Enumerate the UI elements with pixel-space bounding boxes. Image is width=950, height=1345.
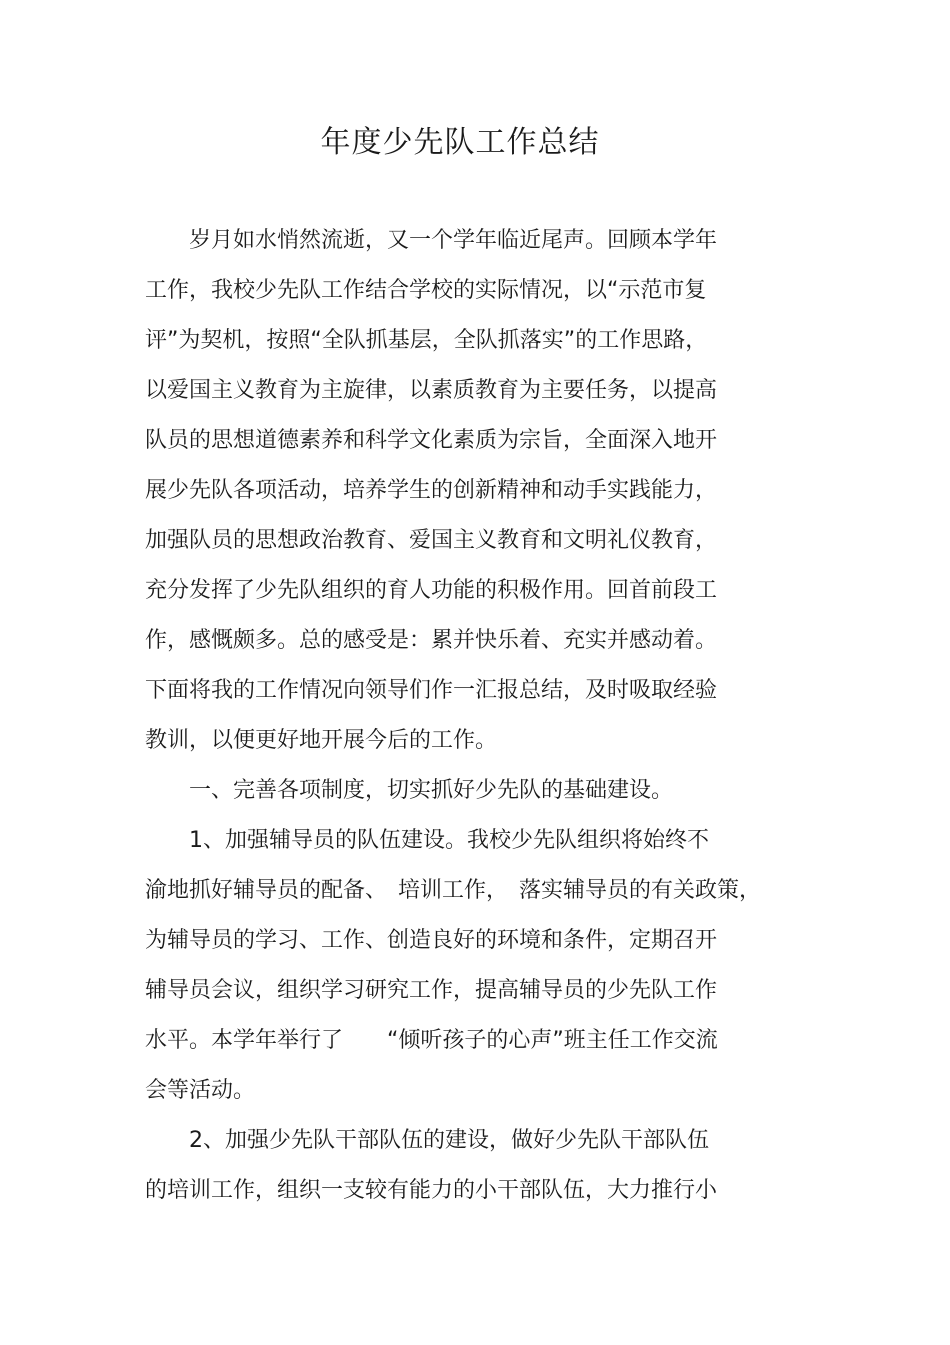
body-line-7: 加强队员的思想政治教育、爱国主义教育和文明礼仪教育，: [145, 528, 718, 553]
body-line-18: 会等活动。: [145, 1078, 256, 1103]
body-line-2: 工作，我校少先队工作结合学校的实际情况，以“示范市复: [145, 278, 707, 303]
body-line-16: 辅导员会议，组织学习研究工作，提高辅导员的少先队工作: [145, 978, 718, 1003]
document-title: 年度少先队工作总结: [320, 125, 600, 160]
body-line-14: 渝地抓好辅导员的配备、 培训工作， 落实辅导员的有关政策，: [145, 878, 762, 903]
body-line-20: 的培训工作，组织一支较有能力的小干部队伍，大力推行小: [145, 1178, 718, 1203]
body-line-8: 充分发挥了少先队组织的育人功能的积极作用。回首前段工: [145, 578, 718, 603]
body-line-1: 岁月如水悄然流逝，又一个学年临近尾声。回顾本学年: [145, 228, 718, 253]
body-line-6: 展少先队各项活动，培养学生的创新精神和动手实践能力，: [145, 478, 718, 503]
body-line-15: 为辅导员的学习、工作、创造良好的环境和条件，定期召开: [145, 928, 718, 953]
body-line-3: 评”为契机，按照“全队抓基层，全队抓落实”的工作思路，: [145, 328, 708, 353]
body-line-5: 队员的思想道德素养和科学文化素质为宗旨，全面深入地开: [145, 428, 718, 453]
body-line-13: 1、加强辅导员的队伍建设。我校少先队组织将始终不: [145, 828, 709, 853]
section-heading-1: 一、完善各项制度，切实抓好少先队的基础建设。: [145, 778, 674, 803]
body-line-11: 教训，以便更好地开展今后的工作。: [145, 728, 498, 753]
body-line-17: 水平。本学年举行了 “倾听孩子的心声”班主任工作交流: [145, 1028, 718, 1053]
body-line-4: 以爱国主义教育为主旋律，以素质教育为主要任务，以提高: [145, 378, 718, 403]
body-line-9: 作，感慨颇多。总的感受是：累并快乐着、充实并感动着。: [145, 628, 718, 653]
body-line-19: 2、加强少先队干部队伍的建设，做好少先队干部队伍: [145, 1128, 709, 1153]
body-line-10: 下面将我的工作情况向领导们作一汇报总结，及时吸取经验: [145, 678, 718, 703]
